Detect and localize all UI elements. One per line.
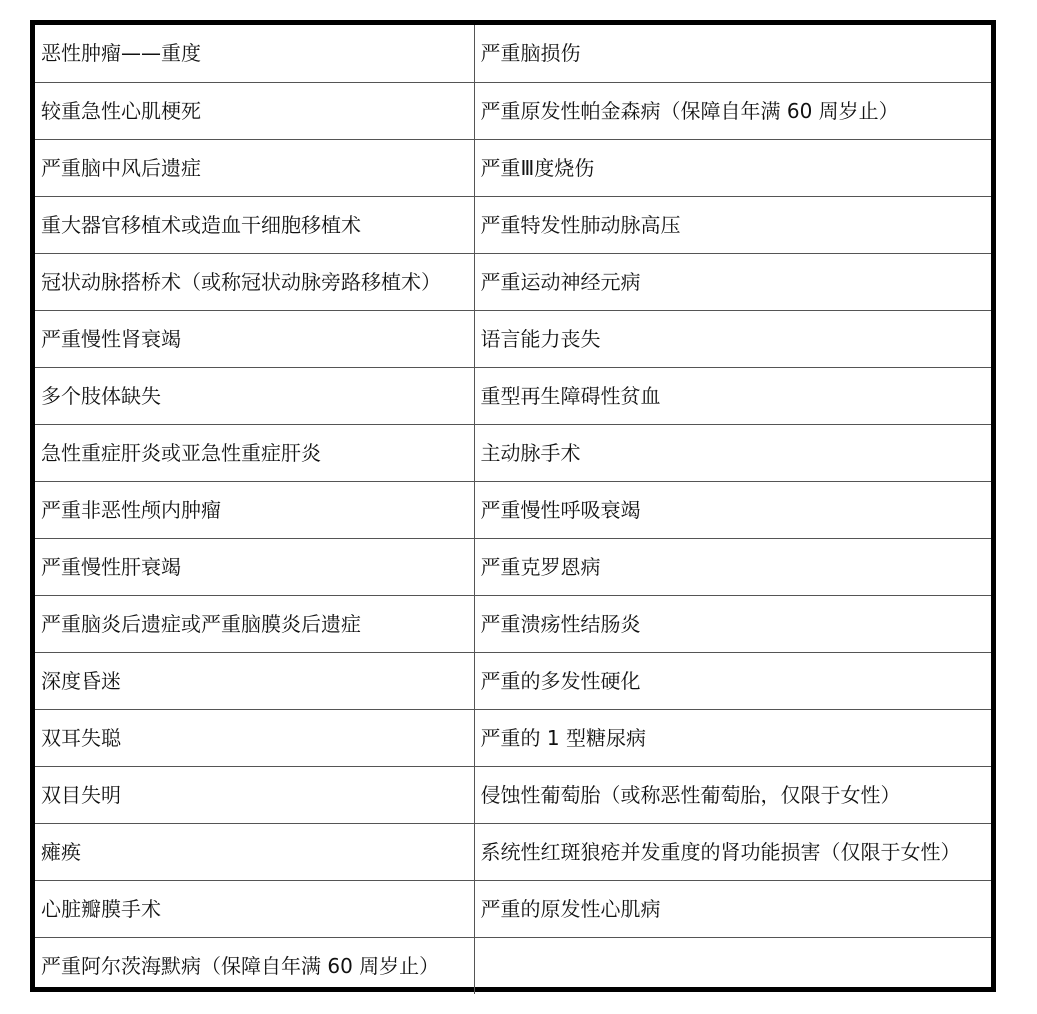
table-cell-left: 严重非恶性颅内肿瘤 [35,481,474,538]
table-row [35,595,991,652]
disease-table [35,25,991,994]
table-cell-left: 双耳失聪 [35,709,474,766]
table-cell-left: 严重慢性肝衰竭 [35,538,474,595]
table-cell-right: 严重的 1 型糖尿病 [474,709,991,766]
table-cell-right: 严重慢性呼吸衰竭 [474,481,991,538]
table-cell-right: 严重克罗恩病 [474,538,991,595]
table-row [35,424,991,481]
table-cell-left: 严重阿尔茨海默病（保障自年满 60 周岁止） [35,937,474,994]
table-cell-right: 严重的多发性硬化 [474,652,991,709]
table-row [35,139,991,196]
table-cell-right: 主动脉手术 [474,424,991,481]
table-cell-left: 严重脑炎后遗症或严重脑膜炎后遗症 [35,595,474,652]
table-cell-right: 严重脑损伤 [474,25,991,82]
table-cell-left: 严重慢性肾衰竭 [35,310,474,367]
table-cell-right: 侵蚀性葡萄胎（或称恶性葡萄胎，仅限于女性） [474,766,991,823]
table-row [35,937,991,994]
table-cell-right: 重型再生障碍性贫血 [474,367,991,424]
table-cell-right: 严重的原发性心肌病 [474,880,991,937]
table-row [35,253,991,310]
table-row [35,538,991,595]
table-row [35,196,991,253]
table-cell-left: 严重脑中风后遗症 [35,139,474,196]
table-cell-left: 恶性肿瘤——重度 [35,25,474,82]
table-row [35,766,991,823]
table-cell-right: 严重Ⅲ度烧伤 [474,139,991,196]
disease-table-frame [30,20,996,992]
table-cell-left: 瘫痪 [35,823,474,880]
table-row [35,709,991,766]
table-row [35,481,991,538]
table-cell-right: 严重原发性帕金森病（保障自年满 60 周岁止） [474,82,991,139]
table-cell-left: 多个肢体缺失 [35,367,474,424]
table-row [35,880,991,937]
table-cell-right: 严重运动神经元病 [474,253,991,310]
table-row [35,82,991,139]
table-cell-right: 严重特发性肺动脉高压 [474,196,991,253]
table-cell-left: 双目失明 [35,766,474,823]
table-cell-left: 重大器官移植术或造血干细胞移植术 [35,196,474,253]
table-row [35,310,991,367]
table-cell-left: 深度昏迷 [35,652,474,709]
table-cell-right: 系统性红斑狼疮并发重度的肾功能损害（仅限于女性） [474,823,991,880]
table-cell-right [474,937,991,994]
table-row [35,823,991,880]
table-row [35,367,991,424]
table-cell-left: 急性重症肝炎或亚急性重症肝炎 [35,424,474,481]
table-row [35,652,991,709]
table-cell-left: 心脏瓣膜手术 [35,880,474,937]
table-cell-right: 语言能力丧失 [474,310,991,367]
table-cell-left: 冠状动脉搭桥术（或称冠状动脉旁路移植术） [35,253,474,310]
table-cell-left: 较重急性心肌梗死 [35,82,474,139]
table-cell-right: 严重溃疡性结肠炎 [474,595,991,652]
table-row [35,25,991,82]
